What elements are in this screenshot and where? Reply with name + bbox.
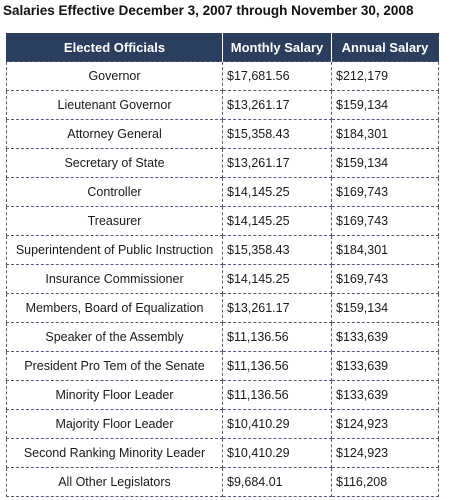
table-row — [7, 410, 439, 439]
page-title: Salaries Effective December 3, 2007 through November 30, 2008 — [3, 3, 414, 18]
annual-salary-cell: $116,208 — [332, 468, 439, 497]
monthly-salary-cell: $10,410.29 — [223, 410, 332, 439]
official-title-cell: Speaker of the Assembly — [7, 323, 223, 352]
official-title-cell: Treasurer — [7, 207, 223, 236]
monthly-salary-cell: $17,681.56 — [223, 62, 332, 91]
annual-salary-cell: $184,301 — [332, 236, 439, 265]
monthly-salary-cell: $13,261.17 — [223, 294, 332, 323]
monthly-salary-cell: $9,684.01 — [223, 468, 332, 497]
table-row — [7, 323, 439, 352]
monthly-salary-cell: $13,261.17 — [223, 149, 332, 178]
official-title-cell: Minority Floor Leader — [7, 381, 223, 410]
monthly-salary-cell: $11,136.56 — [223, 352, 332, 381]
table-row — [7, 207, 439, 236]
table-row — [7, 178, 439, 207]
table-row — [7, 265, 439, 294]
official-title-cell: All Other Legislators — [7, 468, 223, 497]
annual-salary-cell: $133,639 — [332, 323, 439, 352]
official-title-cell: Second Ranking Minority Leader — [7, 439, 223, 468]
monthly-salary-cell: $15,358.43 — [223, 236, 332, 265]
monthly-salary-cell: $11,136.56 — [223, 323, 332, 352]
monthly-salary-cell: $11,136.56 — [223, 381, 332, 410]
table-row — [7, 381, 439, 410]
official-title-cell: Controller — [7, 178, 223, 207]
official-title-cell: Governor — [7, 62, 223, 91]
annual-salary-cell: $169,743 — [332, 178, 439, 207]
annual-salary-cell: $212,179 — [332, 62, 439, 91]
table-row — [7, 352, 439, 381]
annual-salary-cell: $133,639 — [332, 352, 439, 381]
annual-salary-cell: $169,743 — [332, 265, 439, 294]
official-title-cell: Majority Floor Leader — [7, 410, 223, 439]
table-row — [7, 91, 439, 120]
annual-salary-cell: $133,639 — [332, 381, 439, 410]
official-title-cell: Members, Board of Equalization — [7, 294, 223, 323]
official-title-cell: Secretary of State — [7, 149, 223, 178]
table-row — [7, 149, 439, 178]
column-header-annual-salary: Annual Salary — [332, 33, 439, 62]
monthly-salary-cell: $13,261.17 — [223, 91, 332, 120]
column-header-elected-officials: Elected Officials — [7, 33, 223, 62]
table-row — [7, 439, 439, 468]
table-row — [7, 120, 439, 149]
annual-salary-cell: $169,743 — [332, 207, 439, 236]
table-row — [7, 468, 439, 497]
table-row — [7, 294, 439, 323]
salary-table — [6, 33, 439, 497]
salary-table-body — [7, 62, 439, 497]
annual-salary-cell: $159,134 — [332, 294, 439, 323]
official-title-cell: Insurance Commissioner — [7, 265, 223, 294]
monthly-salary-cell: $14,145.25 — [223, 207, 332, 236]
column-header-monthly-salary: Monthly Salary — [223, 33, 332, 62]
annual-salary-cell: $159,134 — [332, 91, 439, 120]
official-title-cell: Superintendent of Public Instruction — [7, 236, 223, 265]
monthly-salary-cell: $15,358.43 — [223, 120, 332, 149]
table-header-row — [7, 33, 439, 62]
table-row — [7, 236, 439, 265]
table-row — [7, 62, 439, 91]
annual-salary-cell: $184,301 — [332, 120, 439, 149]
official-title-cell: Attorney General — [7, 120, 223, 149]
official-title-cell: President Pro Tem of the Senate — [7, 352, 223, 381]
annual-salary-cell: $159,134 — [332, 149, 439, 178]
annual-salary-cell: $124,923 — [332, 410, 439, 439]
monthly-salary-cell: $10,410.29 — [223, 439, 332, 468]
monthly-salary-cell: $14,145.25 — [223, 265, 332, 294]
annual-salary-cell: $124,923 — [332, 439, 439, 468]
official-title-cell: Lieutenant Governor — [7, 91, 223, 120]
monthly-salary-cell: $14,145.25 — [223, 178, 332, 207]
